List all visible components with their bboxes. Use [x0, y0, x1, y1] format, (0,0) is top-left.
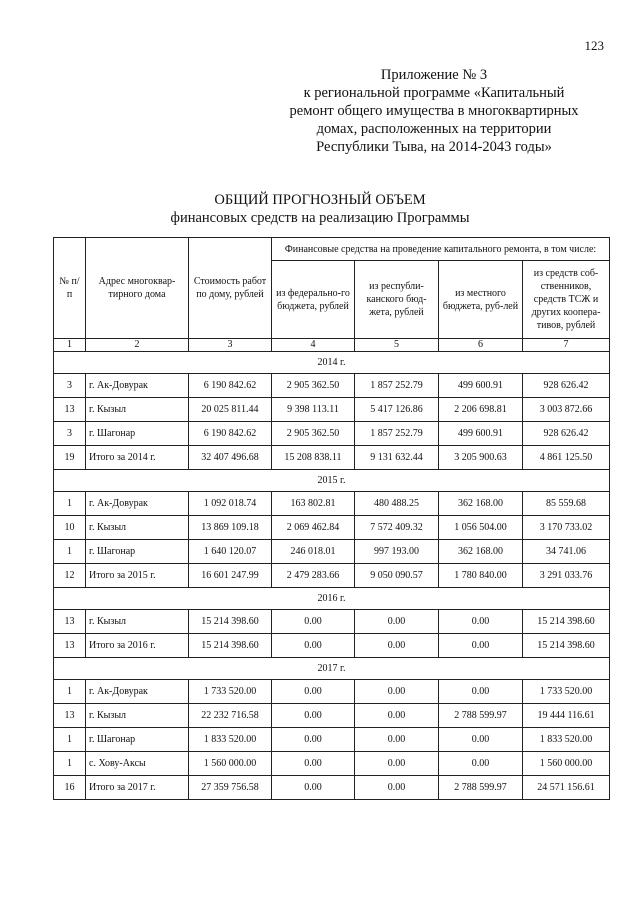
cell-republic: 0.00 — [355, 728, 439, 752]
cell-federal: 0.00 — [272, 728, 355, 752]
cell-federal: 2 479 283.66 — [272, 564, 355, 588]
cell-num: 3 — [54, 374, 86, 398]
table-row — [54, 610, 610, 634]
header-num: № п/п — [54, 238, 86, 339]
title-line-2: финансовых средств на реализацию Программы — [170, 210, 470, 226]
cell-address: Итого за 2014 г. — [86, 446, 189, 470]
cell-cost: 6 190 842.62 — [189, 374, 272, 398]
cell-num: 13 — [54, 634, 86, 658]
cell-local: 499 600.91 — [439, 374, 523, 398]
appendix-line: Приложение № 3 — [380, 67, 488, 83]
cell-local: 362 168.00 — [439, 492, 523, 516]
cell-federal: 246 018.01 — [272, 540, 355, 564]
appendix-header — [264, 66, 604, 156]
year-label: 2014 г. — [54, 352, 610, 374]
cell-address: Итого за 2015 г. — [86, 564, 189, 588]
header-cost: Стоимость работ по дому, рублей — [189, 238, 272, 339]
cell-address: г. Кызыл — [86, 398, 189, 422]
column-number: 1 — [54, 339, 86, 352]
cell-federal: 0.00 — [272, 680, 355, 704]
cell-num: 13 — [54, 610, 86, 634]
cell-address: с. Хову-Аксы — [86, 752, 189, 776]
cell-republic: 0.00 — [355, 634, 439, 658]
cell-local: 2 788 599.97 — [439, 776, 523, 800]
cell-num: 1 — [54, 752, 86, 776]
cell-cost: 32 407 496.68 — [189, 446, 272, 470]
cell-cost: 16 601 247.99 — [189, 564, 272, 588]
table-row — [54, 634, 610, 658]
cell-owners: 928 626.42 — [523, 422, 610, 446]
column-number: 4 — [272, 339, 355, 352]
cell-num: 1 — [54, 540, 86, 564]
cell-local: 2 206 698.81 — [439, 398, 523, 422]
cell-federal: 2 069 462.84 — [272, 516, 355, 540]
cell-local: 0.00 — [439, 752, 523, 776]
cell-owners: 3 003 872.66 — [523, 398, 610, 422]
cell-federal: 0.00 — [272, 776, 355, 800]
financing-table — [53, 237, 610, 800]
cell-owners: 1 833 520.00 — [523, 728, 610, 752]
appendix-line: к региональной программе «Капитальный — [303, 85, 565, 101]
cell-republic: 0.00 — [355, 680, 439, 704]
cell-local: 2 788 599.97 — [439, 704, 523, 728]
cell-local: 0.00 — [439, 680, 523, 704]
cell-cost: 1 560 000.00 — [189, 752, 272, 776]
cell-republic: 0.00 — [355, 704, 439, 728]
cell-federal: 2 905 362.50 — [272, 374, 355, 398]
cell-address: г. Кызыл — [86, 516, 189, 540]
header-owners: из средств соб-ственников, средств ТСЖ и других коопера-тивов, рублей — [523, 261, 610, 339]
cell-republic: 1 857 252.79 — [355, 422, 439, 446]
cell-federal: 0.00 — [272, 752, 355, 776]
cell-owners: 3 170 733.02 — [523, 516, 610, 540]
cell-address: г. Ак-Довурак — [86, 374, 189, 398]
cell-address: г. Шагонар — [86, 422, 189, 446]
table-row — [54, 374, 610, 398]
title-line-1: ОБЩИЙ ПРОГНОЗНЫЙ ОБЪЕМ — [214, 192, 426, 208]
header-federal: из федерально-го бюджета, рублей — [272, 261, 355, 339]
cell-cost: 1 640 120.07 — [189, 540, 272, 564]
appendix-line: домах, расположенных на территории — [316, 121, 552, 137]
year-row — [54, 588, 610, 610]
cell-local: 0.00 — [439, 634, 523, 658]
cell-num: 13 — [54, 398, 86, 422]
cell-num: 16 — [54, 776, 86, 800]
cell-republic: 0.00 — [355, 776, 439, 800]
cell-federal: 0.00 — [272, 704, 355, 728]
cell-owners: 85 559.68 — [523, 492, 610, 516]
cell-owners: 34 741.06 — [523, 540, 610, 564]
table-row — [54, 564, 610, 588]
cell-cost: 1 092 018.74 — [189, 492, 272, 516]
cell-cost: 13 869 109.18 — [189, 516, 272, 540]
appendix-line: Республики Тыва, на 2014-2043 годы» — [316, 139, 552, 155]
header-republic: из республи-канского бюд-жета, рублей — [355, 261, 439, 339]
cell-cost: 22 232 716.58 — [189, 704, 272, 728]
table-row — [54, 446, 610, 470]
cell-local: 499 600.91 — [439, 422, 523, 446]
cell-owners: 24 571 156.61 — [523, 776, 610, 800]
cell-owners: 3 291 033.76 — [523, 564, 610, 588]
cell-federal: 2 905 362.50 — [272, 422, 355, 446]
table-row — [54, 752, 610, 776]
year-row — [54, 470, 610, 492]
year-label: 2016 г. — [54, 588, 610, 610]
cell-local: 0.00 — [439, 610, 523, 634]
year-row — [54, 352, 610, 374]
cell-address: г. Ак-Довурак — [86, 680, 189, 704]
cell-num: 19 — [54, 446, 86, 470]
cell-owners: 15 214 398.60 — [523, 610, 610, 634]
table-row — [54, 704, 610, 728]
cell-federal: 0.00 — [272, 634, 355, 658]
table-row — [54, 776, 610, 800]
cell-republic: 0.00 — [355, 752, 439, 776]
cell-owners: 15 214 398.60 — [523, 634, 610, 658]
cell-cost: 1 733 520.00 — [189, 680, 272, 704]
document-title — [0, 191, 640, 227]
cell-republic: 5 417 126.86 — [355, 398, 439, 422]
cell-cost: 1 833 520.00 — [189, 728, 272, 752]
table-row — [54, 398, 610, 422]
cell-federal: 15 208 838.11 — [272, 446, 355, 470]
cell-republic: 9 050 090.57 — [355, 564, 439, 588]
table-row — [54, 680, 610, 704]
cell-owners: 1 733 520.00 — [523, 680, 610, 704]
cell-republic: 0.00 — [355, 610, 439, 634]
header-financing: Финансовые средства на проведение капитального ремонта, в том числе: — [272, 238, 610, 261]
column-number: 3 — [189, 339, 272, 352]
cell-local: 362 168.00 — [439, 540, 523, 564]
cell-num: 12 — [54, 564, 86, 588]
cell-local: 3 205 900.63 — [439, 446, 523, 470]
cell-local: 1 056 504.00 — [439, 516, 523, 540]
cell-address: Итого за 2016 г. — [86, 634, 189, 658]
cell-address: г. Шагонар — [86, 728, 189, 752]
cell-address: г. Кызыл — [86, 610, 189, 634]
column-number: 6 — [439, 339, 523, 352]
column-number: 2 — [86, 339, 189, 352]
cell-republic: 9 131 632.44 — [355, 446, 439, 470]
cell-address: Итого за 2017 г. — [86, 776, 189, 800]
year-label: 2015 г. — [54, 470, 610, 492]
cell-local: 1 780 840.00 — [439, 564, 523, 588]
cell-federal: 0.00 — [272, 610, 355, 634]
cell-federal: 163 802.81 — [272, 492, 355, 516]
cell-republic: 7 572 409.32 — [355, 516, 439, 540]
cell-owners: 19 444 116.61 — [523, 704, 610, 728]
header-local: из местного бюджета, руб-лей — [439, 261, 523, 339]
cell-republic: 1 857 252.79 — [355, 374, 439, 398]
table-row — [54, 540, 610, 564]
page-number: 123 — [584, 38, 604, 53]
cell-owners: 4 861 125.50 — [523, 446, 610, 470]
cell-local: 0.00 — [439, 728, 523, 752]
cell-address: г. Кызыл — [86, 704, 189, 728]
cell-num: 13 — [54, 704, 86, 728]
appendix-line: ремонт общего имущества в многоквартирных — [289, 103, 579, 119]
cell-num: 1 — [54, 728, 86, 752]
cell-cost: 15 214 398.60 — [189, 610, 272, 634]
cell-num: 1 — [54, 492, 86, 516]
year-row — [54, 658, 610, 680]
cell-owners: 1 560 000.00 — [523, 752, 610, 776]
cell-owners: 928 626.42 — [523, 374, 610, 398]
table-row — [54, 422, 610, 446]
table-row — [54, 516, 610, 540]
table-row — [54, 492, 610, 516]
cell-cost: 15 214 398.60 — [189, 634, 272, 658]
cell-address: г. Ак-Довурак — [86, 492, 189, 516]
table-row — [54, 728, 610, 752]
cell-num: 10 — [54, 516, 86, 540]
cell-republic: 480 488.25 — [355, 492, 439, 516]
cell-federal: 9 398 113.11 — [272, 398, 355, 422]
cell-num: 3 — [54, 422, 86, 446]
cell-cost: 20 025 811.44 — [189, 398, 272, 422]
year-label: 2017 г. — [54, 658, 610, 680]
cell-cost: 27 359 756.58 — [189, 776, 272, 800]
column-number: 7 — [523, 339, 610, 352]
cell-address: г. Шагонар — [86, 540, 189, 564]
header-address: Адрес многоквар-тирного дома — [86, 238, 189, 339]
cell-num: 1 — [54, 680, 86, 704]
column-number: 5 — [355, 339, 439, 352]
cell-republic: 997 193.00 — [355, 540, 439, 564]
cell-cost: 6 190 842.62 — [189, 422, 272, 446]
